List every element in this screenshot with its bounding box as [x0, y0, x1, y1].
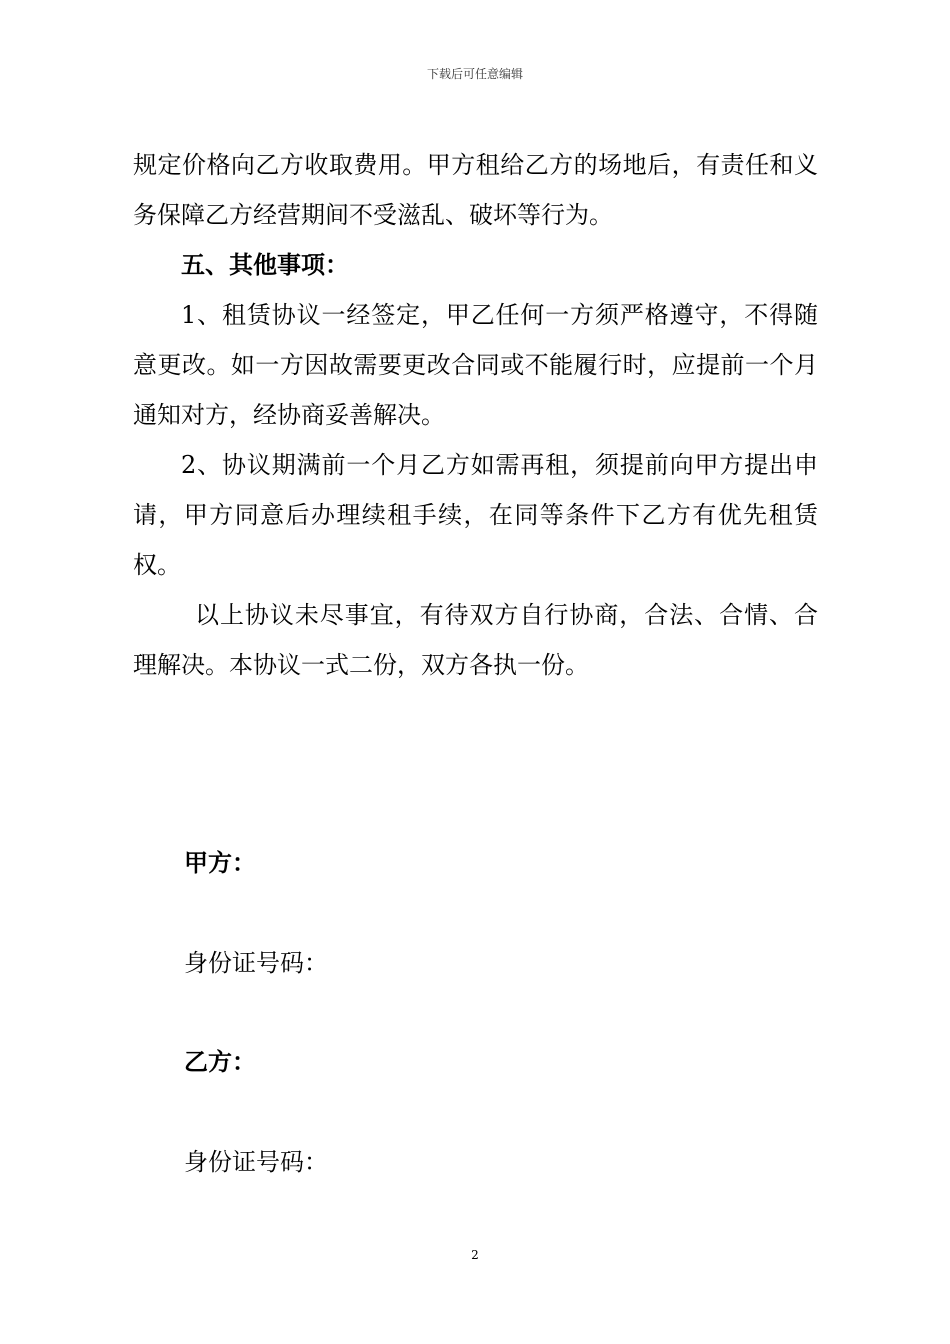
section-heading-other-matters: 五、其他事项：: [181, 250, 349, 279]
page-number: 2: [471, 1248, 479, 1262]
clause-1: 1、租赁协议一经签定，甲乙任何一方须严格遵守，不得随意更改。如一方因故需要更改合同或不能履行时，应提前一个月通知对方，经协商妥善解决。: [133, 301, 818, 429]
clause-2: 2、协议期满前一个月乙方如需再租，须提前向甲方提出申请，甲方同意后办理续租手续，在同等条件下乙方有优先租赁权。: [133, 451, 818, 579]
party-b-id-label: 身份证号码：: [184, 1148, 328, 1176]
party-a-label: 甲方：: [184, 848, 256, 877]
page-header: 下载后可任意编辑: [426, 67, 523, 81]
document-body: [133, 140, 818, 690]
party-a-id-label: 身份证号码：: [184, 949, 328, 977]
paragraph-fee-terms: 规定价格向乙方收取费用。甲方租给乙方的场地后，有责任和义务保障乙方经营期间不受滋乱、破坏等行为。: [133, 151, 818, 229]
party-b-label: 乙方：: [184, 1047, 256, 1076]
closing-paragraph: 以上协议未尽事宜，有待双方自行协商，合法、合情、合理解决。本协议一式二份，双方各执一份。: [133, 601, 818, 679]
